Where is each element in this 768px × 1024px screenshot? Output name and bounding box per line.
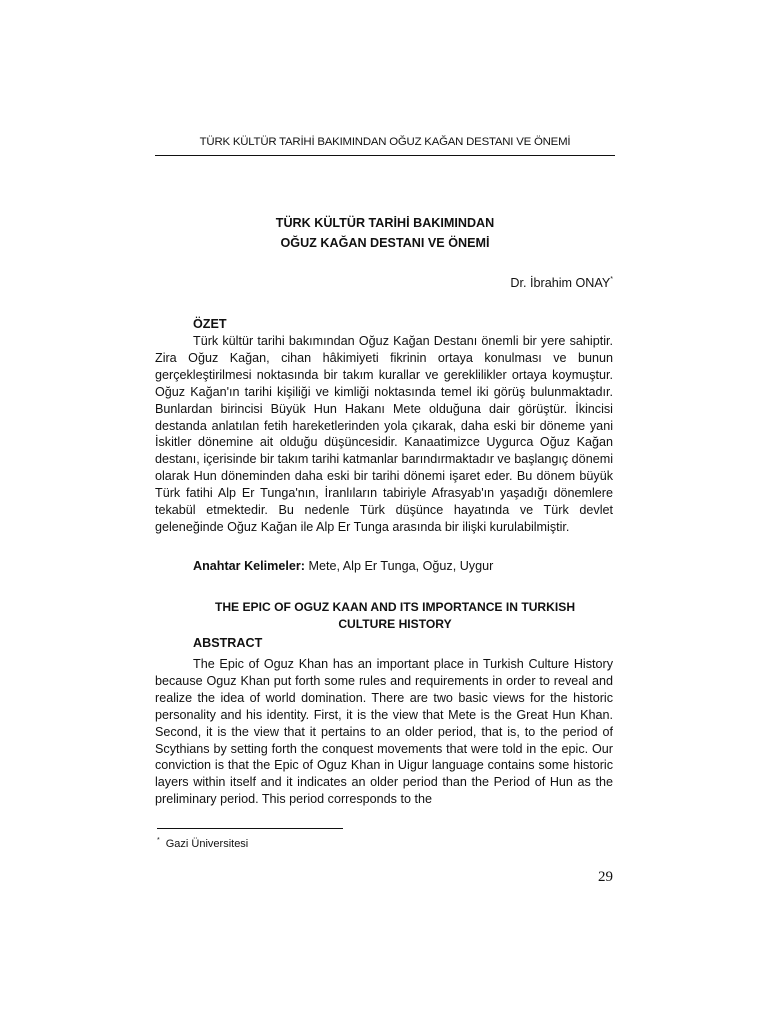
english-title-line-2: CULTURE HISTORY bbox=[338, 617, 452, 631]
page-number: 29 bbox=[598, 869, 613, 885]
ozet-paragraph: Türk kültür tarihi bakımından Oğuz Kağan Destanı önemli bir yere sahiptir. Zira Oğuz Kağan, cihan hâkimiyeti fikrinin ortaya konulması ve bunun gerçekleştirilmesi noktasında bir takım kurallar ve gereklilikler ortaya koymuştur. Oğuz Kağan'ın tarihi kişiliği ve kimliği noktasında temel iki görüş bulunmaktadır. Bunlardan birincisi Büyük Hun Hakanı Mete olduğuna dair görüştür. İkincisi destanda anlatılan fetih hareketlerinden yola çıkarak, daha eski bir döneme yani İskitler dönemine ait olduğu düşüncesidir. Kanaatimizce Uygurca Oğuz Kağan destanı, içerisinde bir takım tarihi katmanlar barındırmaktadır ve başlangıç dönemi olarak Hun döneminden daha eski bir tarihi dönemi işaret eder. Bu dönem büyük Türk fatihi Alp Er Tunga'nın, İranlıların tabiriyle Afrasyab'ın yaşadığı dönemlere tekabül etmektedir. Bu nedenle Türk düşünce hayatında ve Türk devlet geleneğinde Oğuz Kağan ile Alp Er Tunga arasında bir ilişki kurulabilmiştir. bbox=[155, 334, 613, 534]
keywords-list: Mete, Alp Er Tunga, Oğuz, Uygur bbox=[304, 559, 494, 573]
abstract-body bbox=[155, 656, 613, 811]
header-rule bbox=[155, 155, 615, 156]
footnote-mark: * bbox=[157, 837, 160, 844]
keywords bbox=[193, 559, 493, 573]
author-footnote-mark: * bbox=[610, 276, 613, 283]
article-title-line-2: OĞUZ KAĞAN DESTANI VE ÖNEMİ bbox=[280, 236, 490, 250]
english-title-line-1: THE EPIC OF OGUZ KAAN AND ITS IMPORTANCE IN TURKISH bbox=[214, 600, 576, 614]
author-name: Dr. İbrahim ONAY bbox=[510, 276, 611, 290]
article-title bbox=[155, 213, 615, 253]
footnote-rule bbox=[157, 828, 343, 829]
article-title-line-1: TÜRK KÜLTÜR TARİHİ BAKIMINDAN bbox=[275, 216, 495, 230]
ozet-body bbox=[155, 333, 613, 536]
english-title bbox=[155, 599, 615, 633]
running-header: TÜRK KÜLTÜR TARİHİ BAKIMINDAN OĞUZ KAĞAN DESTANI VE ÖNEMİ bbox=[199, 136, 571, 148]
keywords-label: Anahtar Kelimeler: bbox=[193, 559, 305, 573]
footnote-text: Gazi Üniversitesi bbox=[165, 838, 249, 850]
author bbox=[510, 276, 613, 290]
abstract-paragraph: The Epic of Oguz Khan has an important place in Turkish Culture History because Oguz Khan put forth some rules and requirements in order to reveal and realize the idea of world domination. There are two basic views for the historic personality and his identity. First, it is the view that Mete is the Great Hun Khan. Second, it is the view that it pertains to an older period, that is, to the period of Scythians by setting forth the conquest movements that were told in the epic. Our conviction is that the Epic of Oguz Khan in Uigur language contains some historic layers within itself and it indicates an older period than the Period of Hun as the preliminary period. This period corresponds to the bbox=[155, 657, 613, 807]
abstract-heading: ABSTRACT bbox=[193, 636, 263, 650]
footnote bbox=[157, 837, 248, 850]
ozet-heading: ÖZET bbox=[193, 317, 227, 331]
